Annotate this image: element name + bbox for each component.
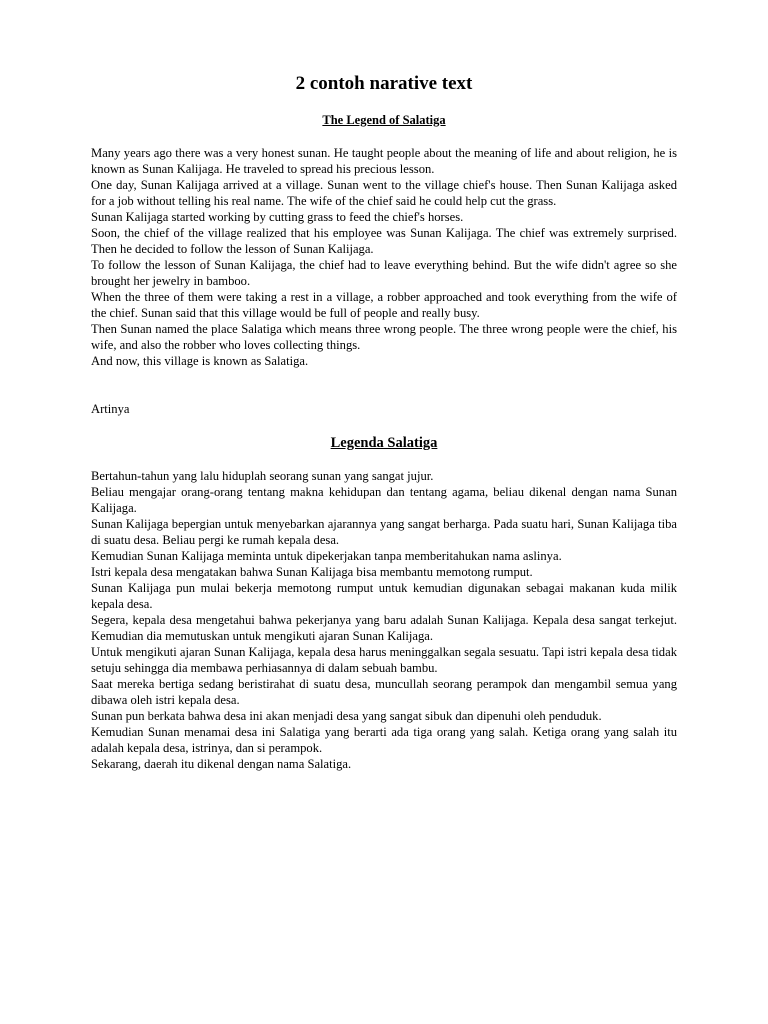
indonesian-paragraph: Bertahun-tahun yang lalu hiduplah seorang sunan yang sangat jujur. — [91, 469, 434, 483]
english-paragraph: Soon, the chief of the village realized that his employee was Sunan Kalijaga. The chief was extremely surprised. Then he decided to follow the lesson of Sunan Kalijaga. — [91, 226, 677, 256]
english-paragraph: Many years ago there was a very honest sunan. He taught people about the meaning of life and about religion, he is known as Sunan Kalijaga. He traveled to spread his precious lesson. — [91, 146, 677, 176]
english-story-body — [91, 145, 677, 369]
translation-label: Artinya — [91, 402, 130, 416]
indonesian-paragraph: Saat mereka bertiga sedang beristirahat di suatu desa, muncullah seorang perampok dan mengambil semua yang dibawa oleh istri kepala desa. — [91, 677, 677, 707]
page-title: 2 contoh narative text — [295, 73, 473, 94]
english-paragraph: Sunan Kalijaga started working by cutting grass to feed the chief's horses. — [91, 210, 464, 224]
english-paragraph: When the three of them were taking a rest in a village, a robber approached and took everything from the wife of the chief. Sunan said that this village would be full of people and really busy. — [91, 290, 677, 320]
indonesian-paragraph: Sunan pun berkata bahwa desa ini akan menjadi desa yang sangat sibuk dan dipenuhi oleh penduduk. — [91, 709, 602, 723]
indonesian-paragraph: Untuk mengikuti ajaran Sunan Kalijaga, kepala desa harus meninggalkan segala sesuatu. Tapi istri kepala desa tidak setuju sehingga dia membawa perhiasannya di dalam sebuah bambu. — [91, 645, 677, 675]
indonesian-paragraph: Segera, kepala desa mengetahui bahwa pekerjanya yang baru adalah Sunan Kalijaga. Kepala desa sangat terkejut. Kemudian dia memutuskan untuk mengikuti ajaran Sunan Kalijaga. — [91, 613, 677, 643]
indonesian-paragraph: Kemudian Sunan Kalijaga meminta untuk dipekerjakan tanpa memberitahukan nama aslinya. — [91, 549, 562, 563]
english-paragraph: Then Sunan named the place Salatiga which means three wrong people. The three wrong people were the chief, his wife, and also the robber who loves collecting things. — [91, 322, 677, 352]
indonesian-paragraph: Sunan Kalijaga bepergian untuk menyebarkan ajarannya yang sangat berharga. Pada suatu hari, Sunan Kalijaga tiba di suatu desa. Beliau pergi ke rumah kepala desa. — [91, 517, 677, 547]
indonesian-story-heading: Legenda Salatiga — [330, 435, 438, 451]
indonesian-paragraph: Kemudian Sunan menamai desa ini Salatiga yang berarti ada tiga orang yang salah. Ketiga orang yang salah itu adalah kepala desa, istrinya, dan si perampok. — [91, 725, 677, 755]
english-story-heading: The Legend of Salatiga — [322, 113, 446, 127]
english-paragraph: And now, this village is known as Salatiga. — [91, 354, 309, 368]
indonesian-paragraph: Sunan Kalijaga pun mulai bekerja memotong rumput untuk kemudian digunakan sebagai makanan kuda milik kepala desa. — [91, 581, 677, 611]
indonesian-paragraph: Beliau mengajar orang-orang tentang makna kehidupan dan tentang agama, beliau dikenal dengan nama Sunan Kalijaga. — [91, 485, 677, 515]
indonesian-paragraph: Istri kepala desa mengatakan bahwa Sunan Kalijaga bisa membantu memotong rumput. — [91, 565, 533, 579]
english-paragraph: One day, Sunan Kalijaga arrived at a village. Sunan went to the village chief's house. Then Sunan Kalijaga asked for a job without telling his real name. The wife of the chief said he could help cut the grass. — [91, 178, 677, 208]
indonesian-story-body — [91, 468, 677, 772]
indonesian-paragraph: Sekarang, daerah itu dikenal dengan nama Salatiga. — [91, 757, 352, 771]
english-paragraph: To follow the lesson of Sunan Kalijaga, the chief had to leave everything behind. But the wife didn't agree so she brought her jewelry in bamboo. — [91, 258, 677, 288]
